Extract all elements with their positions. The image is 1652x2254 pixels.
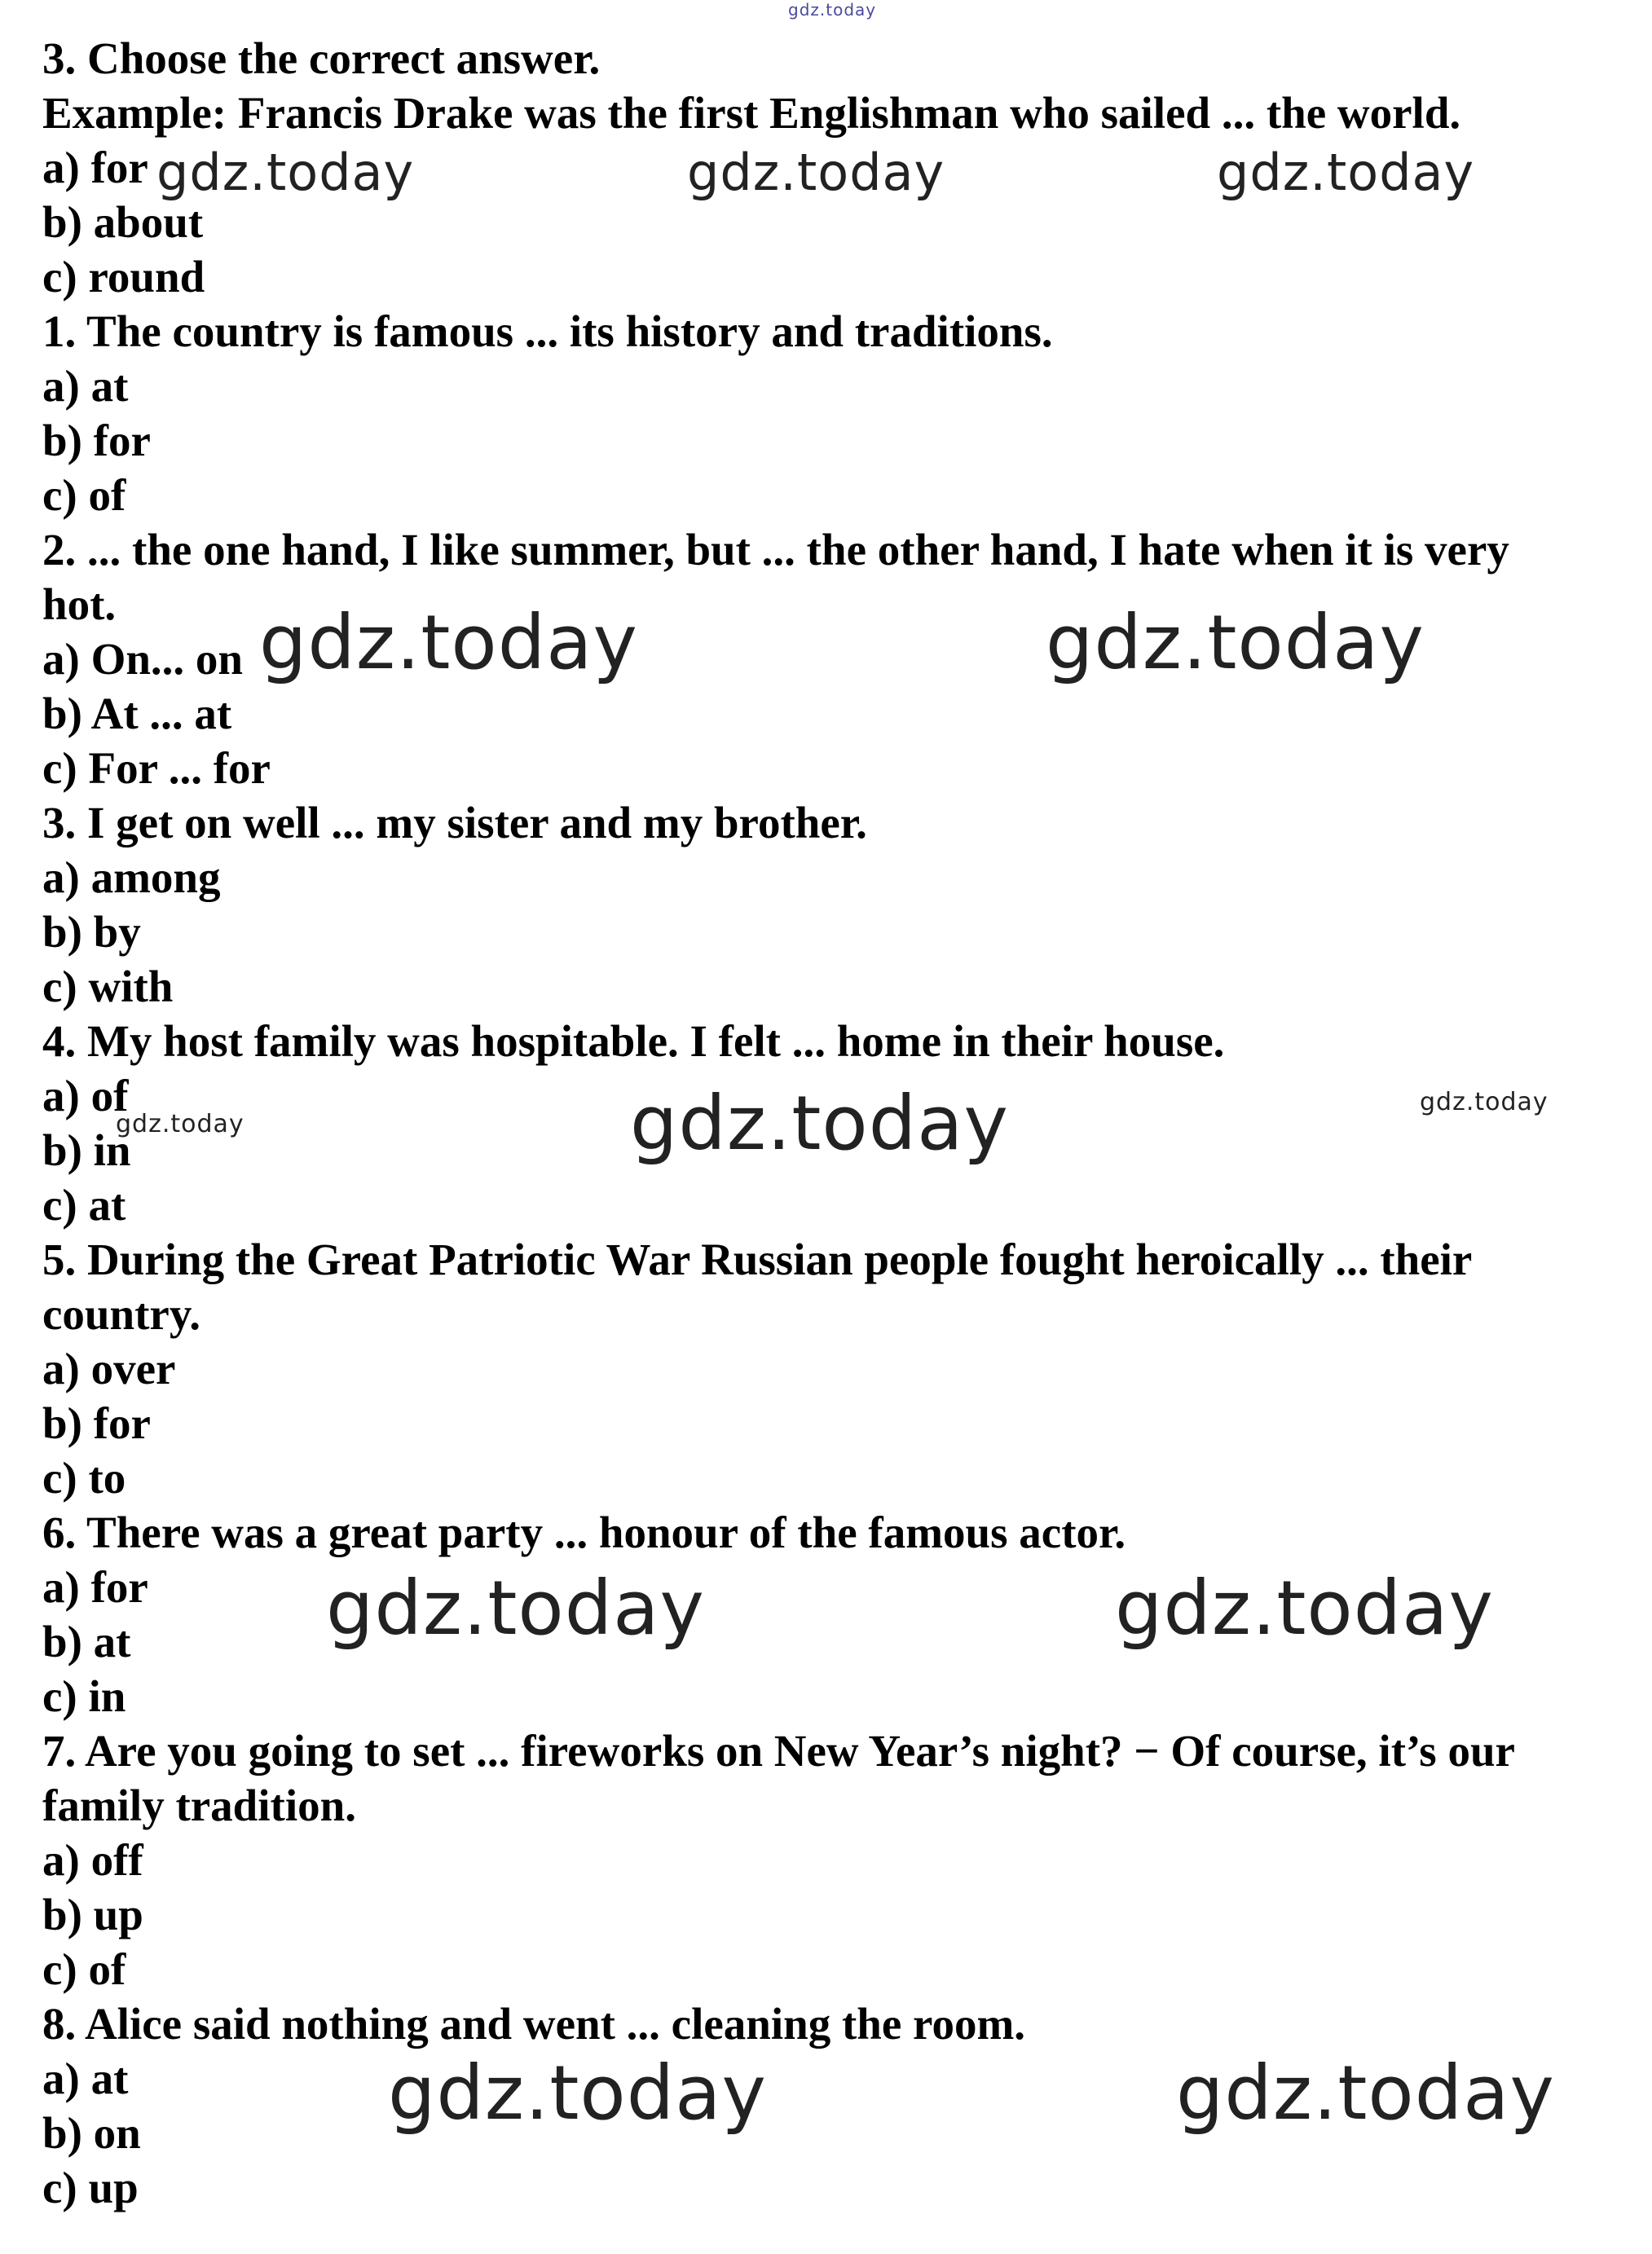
question-2-option-b: b) At ... at [42, 689, 232, 738]
example-question: Example: Francis Drake was the first Englishman who sailed ... the world. [42, 88, 1461, 138]
question-3-option-a: a) among [42, 852, 221, 902]
question-5-option-a: a) over [42, 1344, 176, 1393]
question-6: 6. There was a great party ... honour of the famous actor. [42, 1508, 1126, 1557]
question-8-option-b: b) on [42, 2108, 141, 2158]
question-7-continued: family tradition. [42, 1781, 356, 1830]
question-6-option-a: a) for [42, 1562, 148, 1612]
question-3: 3. I get on well ... my sister and my brother. [42, 798, 867, 847]
question-7-option-a: a) off [42, 1835, 143, 1885]
question-5-continued: country. [42, 1289, 201, 1339]
question-6-option-b: b) at [42, 1617, 131, 1666]
question-2-option-c: c) For ... for [42, 743, 271, 793]
question-4: 4. My host family was hospitable. I felt ... home in their house. [42, 1016, 1225, 1066]
exercise-heading: 3. Choose the correct answer. [42, 33, 601, 83]
watermark: gdz.today [156, 143, 415, 202]
question-5-option-b: b) for [42, 1398, 151, 1448]
watermark: gdz.today [687, 143, 945, 202]
watermark: gdz.today [388, 2049, 767, 2137]
question-3-option-c: c) with [42, 962, 174, 1011]
question-5-option-c: c) to [42, 1453, 126, 1503]
question-3-option-b: b) by [42, 907, 141, 957]
question-4-option-a: a) of [42, 1071, 129, 1120]
question-2: 2. ... the one hand, I like summer, but ... the other hand, I hate when it is very [42, 525, 1509, 575]
watermark: gdz.today [788, 0, 877, 20]
watermark: gdz.today [116, 1110, 244, 1138]
watermark: gdz.today [1046, 599, 1425, 686]
question-1: 1. The country is famous ... its history and traditions. [42, 306, 1053, 356]
watermark: gdz.today [259, 599, 638, 686]
question-5: 5. During the Great Patriotic War Russian people fought heroically ... their [42, 1235, 1473, 1284]
example-option-c: c) round [42, 252, 205, 302]
watermark: gdz.today [1115, 1565, 1494, 1652]
question-2-continued: hot. [42, 579, 117, 629]
example-option-b: b) about [42, 197, 204, 247]
example-option-a: a) for [42, 143, 148, 192]
question-1-option-b: b) for [42, 416, 151, 465]
question-7: 7. Are you going to set ... fireworks on New Year’s night? − Of course, it’s our [42, 1726, 1515, 1776]
question-8-option-a: a) at [42, 2054, 129, 2103]
watermark: gdz.today [1176, 2049, 1555, 2137]
question-4-option-c: c) at [42, 1180, 126, 1230]
question-7-option-c: c) of [42, 1944, 126, 1994]
question-4-option-b: b) in [42, 1125, 131, 1175]
watermark: gdz.today [326, 1565, 705, 1652]
question-8: 8. Alice said nothing and went ... cleaning the room. [42, 1999, 1026, 2049]
watermark: gdz.today [630, 1080, 1009, 1167]
question-7-option-b: b) up [42, 1890, 143, 1939]
watermark: gdz.today [1217, 143, 1475, 202]
question-1-option-a: a) at [42, 361, 129, 411]
watermark: gdz.today [1420, 1088, 1548, 1116]
question-8-option-c: c) up [42, 2163, 139, 2212]
question-6-option-c: c) in [42, 1671, 126, 1721]
question-1-option-c: c) of [42, 470, 126, 520]
question-2-option-a: a) On... on [42, 634, 244, 684]
